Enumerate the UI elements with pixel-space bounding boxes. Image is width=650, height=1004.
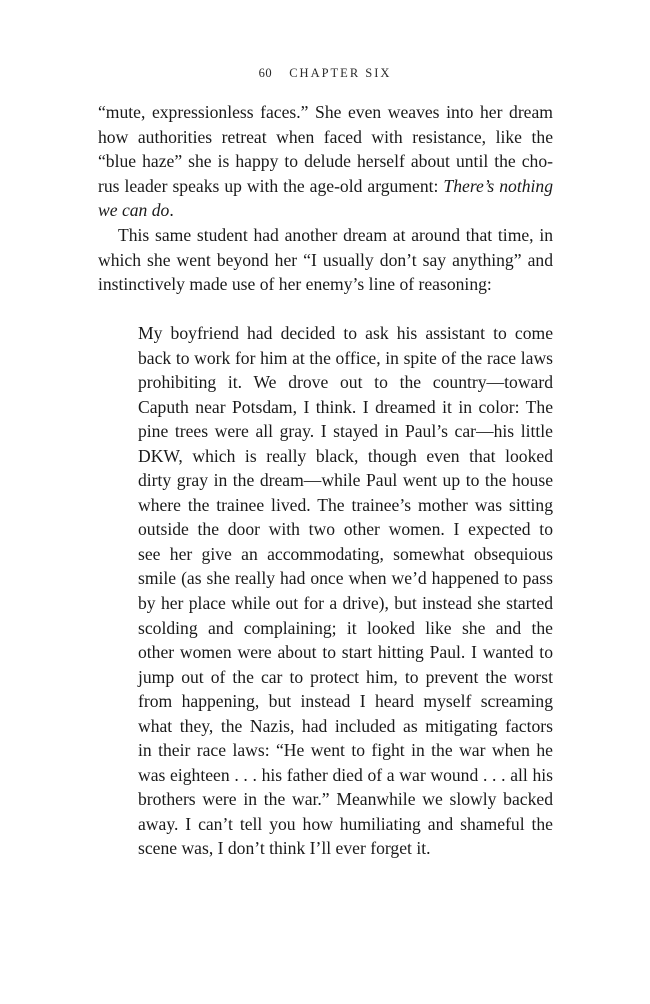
quote-line: was eighteen . . . his father died of a war wound . . . all his (138, 764, 553, 785)
paragraph-line: which she went beyond her “I usually don’t say anything” and (98, 249, 553, 270)
block-quote (138, 321, 553, 861)
paragraph-line: how authorities retreat when faced with resistance, like the (98, 126, 553, 147)
quote-line: My boyfriend had decided to ask his assistant to come (138, 323, 553, 343)
running-head (0, 66, 650, 81)
quote-line: jump out of the car to protect him, to prevent the worst (138, 666, 553, 687)
paragraph-line: This same student had another dream at around that time, in (118, 224, 553, 245)
body-text (98, 100, 553, 297)
quote-line: away. I can’t tell you how humiliating and shameful the (138, 813, 553, 834)
paragraph-line: “blue haze” she is happy to delude herself about until the cho- (98, 151, 553, 172)
chapter-title: CHAPTER SIX (289, 66, 392, 80)
quote-line: brothers were in the war.” Meanwhile we slowly backed (138, 789, 553, 810)
quote-line: other women were about to start hitting Paul. I wanted to (138, 642, 553, 663)
paragraph-line (98, 174, 553, 199)
paragraph-text: . (169, 200, 174, 221)
quote-line: pine trees were all gray. I stayed in Paul’s car—his little (138, 421, 553, 442)
page-number: 60 (258, 66, 273, 80)
quote-line: scene was, I don’t think I’ll ever forget it. (138, 838, 431, 859)
quote-line: scolding and complaining; it looked like she and the (138, 617, 553, 638)
quote-line: where the trainee lived. The trainee’s mother was sitting (138, 494, 553, 515)
quote-line: by her place while out for a drive), but instead she started (138, 593, 553, 614)
quote-line: in their race laws: “He went to fight in the war when he (138, 740, 553, 761)
quote-line: prohibiting it. We drove out to the country—toward (138, 372, 553, 393)
paragraph-text: rus leader speaks up with the age-old argument: (98, 175, 439, 196)
quote-line: see her give an accommodating, somewhat obsequious (138, 543, 553, 564)
paragraph-line (98, 198, 553, 223)
quote-line: smile (as she really had once when we’d happened to pass (138, 568, 553, 589)
paragraph-line: instinctively made use of her enemy’s line of reasoning: (98, 274, 492, 295)
quote-line: from happening, but instead I heard myself screaming (138, 691, 553, 712)
quote-line: what they, the Nazis, had included as mitigating factors (138, 715, 553, 736)
italic-quote: we can do (98, 200, 170, 221)
quote-line: outside the door with two other women. I expected to (138, 519, 553, 540)
quote-line: DKW, which is really black, though even that looked (138, 445, 553, 466)
quote-line: Caputh near Potsdam, I think. I dreamed it in color: The (138, 396, 553, 417)
quote-line: dirty gray in the dream—while Paul went up to the house (138, 470, 553, 491)
italic-quote: There’s nothing (443, 175, 553, 196)
quote-line: back to work for him at the office, in spite of the race laws (138, 347, 553, 368)
paragraph-line: “mute, expressionless faces.” She even weaves into her dream (98, 102, 553, 122)
